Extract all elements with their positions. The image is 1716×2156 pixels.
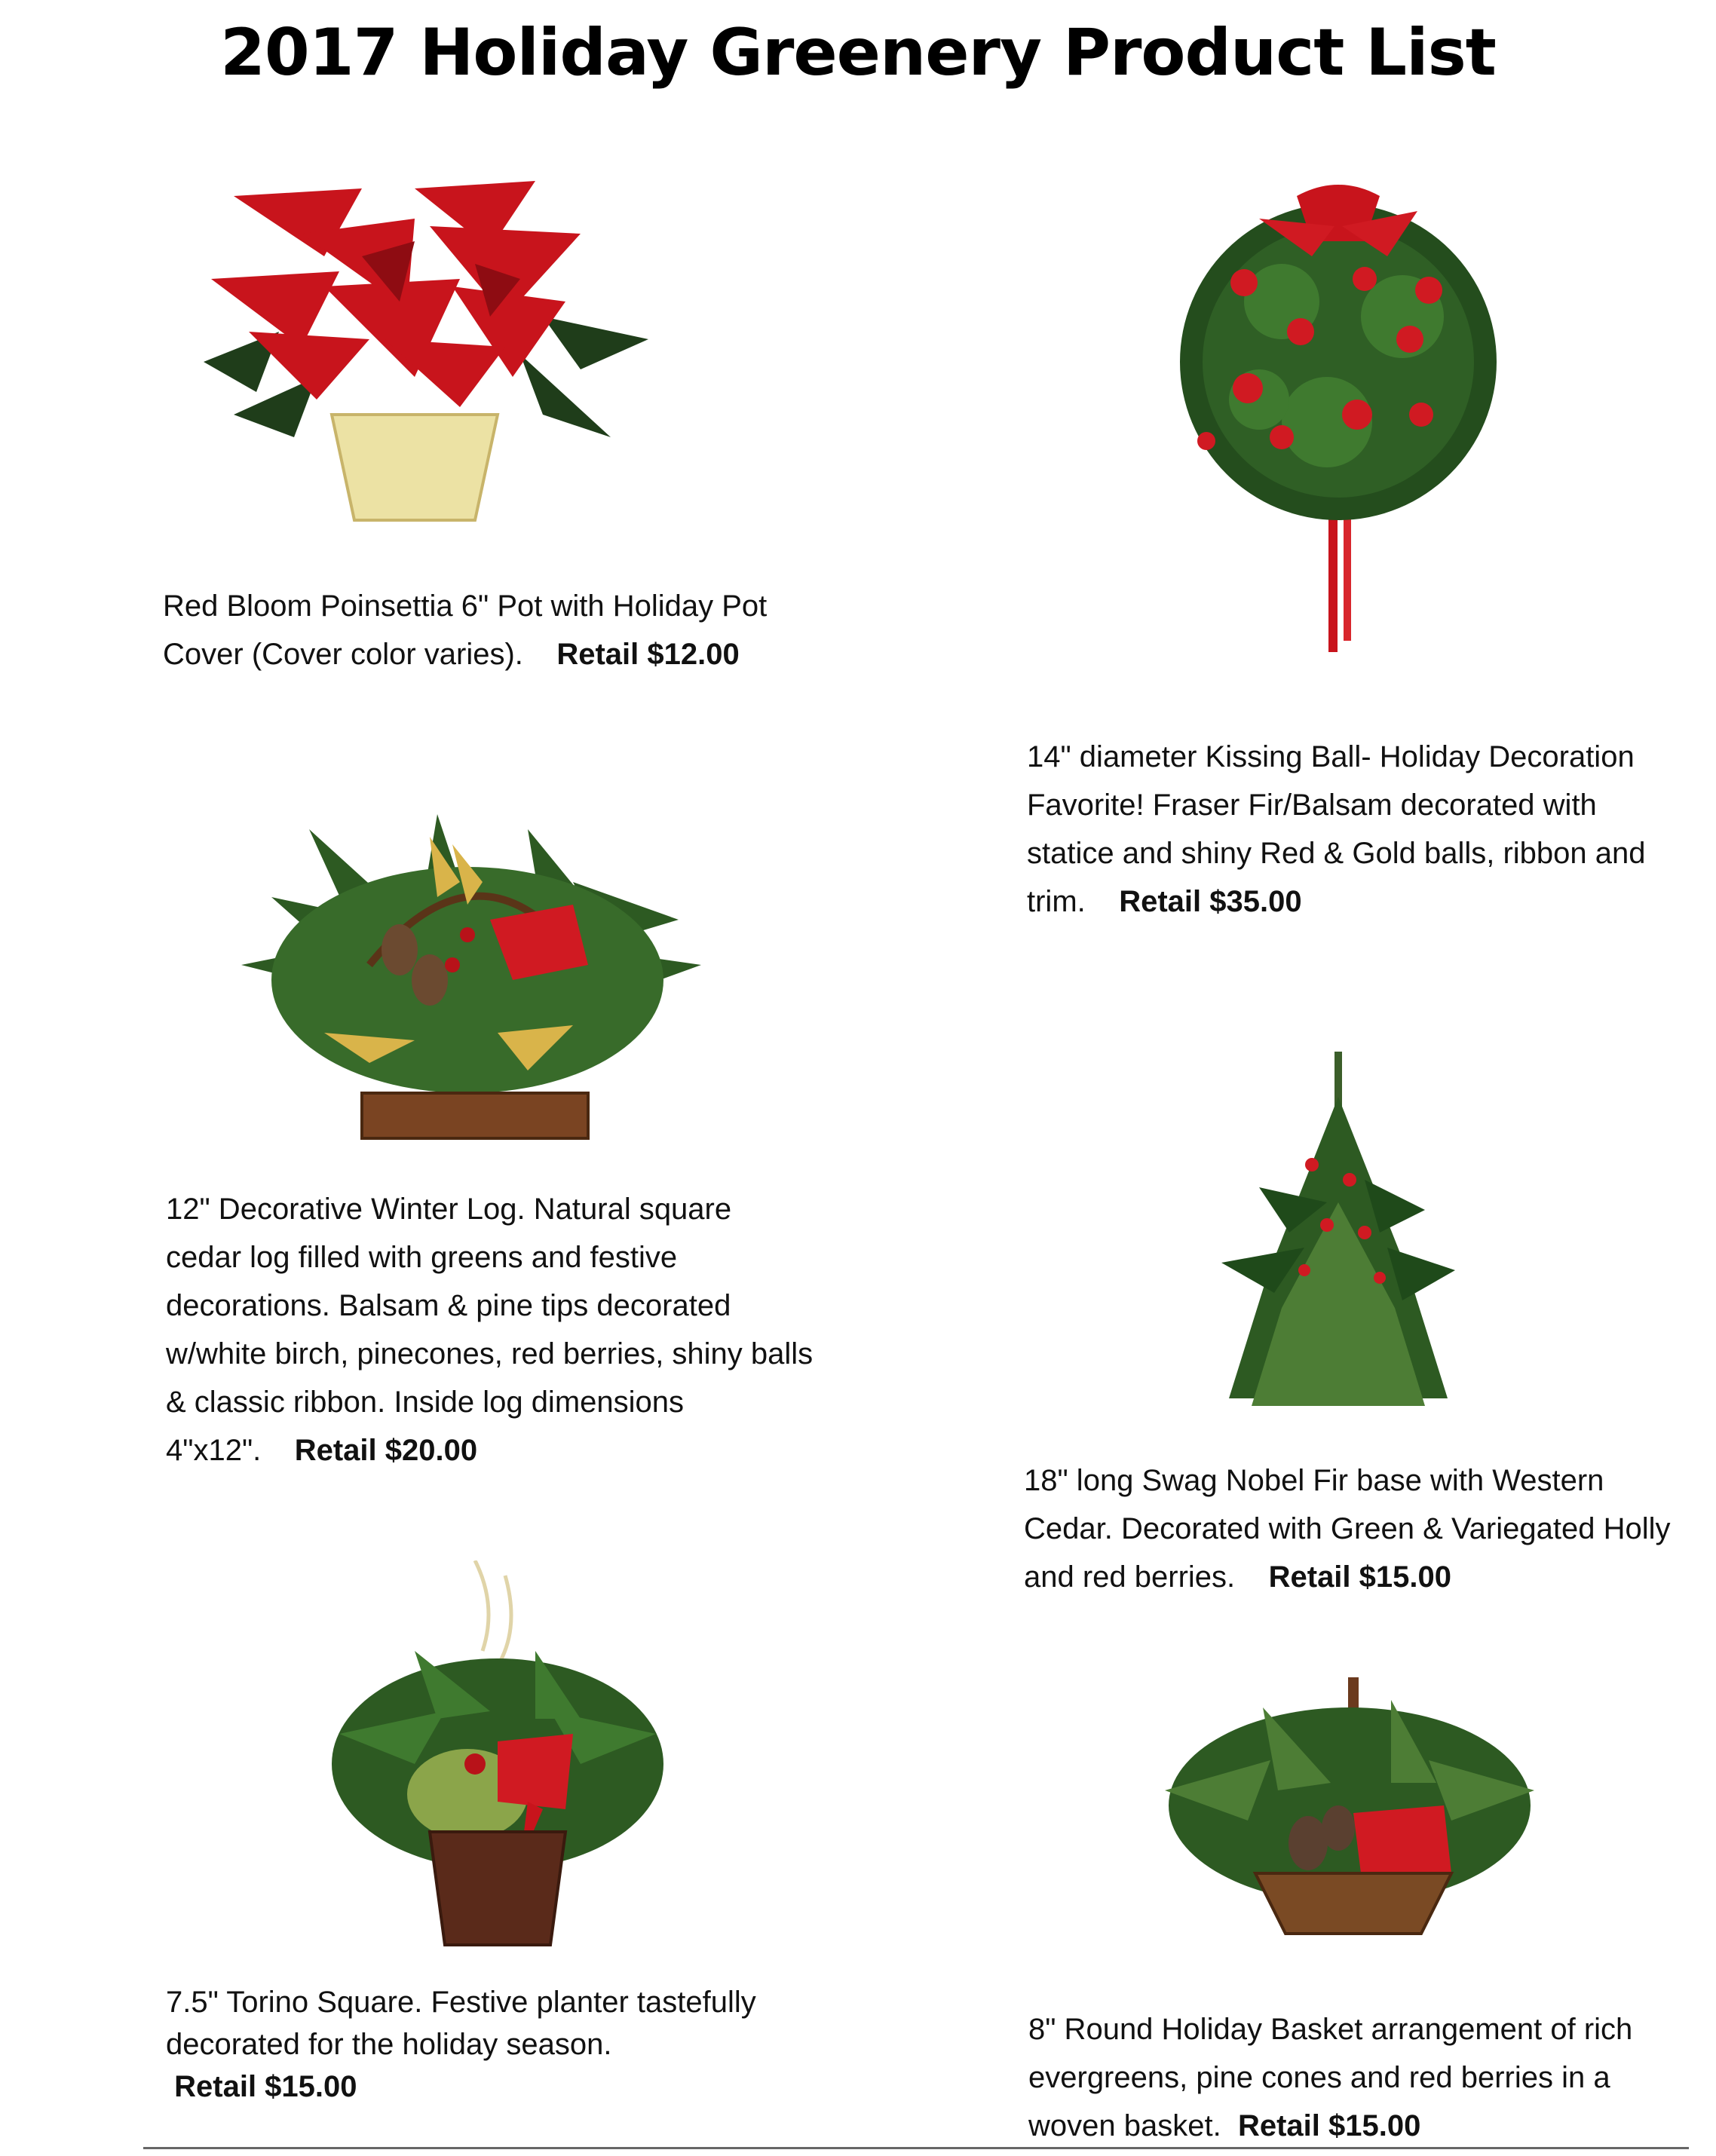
winter-log-image xyxy=(241,814,709,1146)
product-description-swag: 18" long Swag Nobel Fir base with Western Cedar. Decorated with Green & Variegated Holly and red berries. Retail $15.00 xyxy=(1024,1464,1671,1594)
price-label: Retail $12.00 xyxy=(556,638,740,671)
product-description-winter-log: 12" Decorative Winter Log. Natural square cedar log filled with greens and festive decorations. Balsam & pine tips decorated w/white birch, pinecones, red berries, shiny balls & classic ribbon. Inside log dimensions 4"x12". Retail $20.00 xyxy=(166,1193,814,1467)
product-description-basket: 8" Round Holiday Basket arrangement of rich evergreens, pine cones and red berries in a woven basket. Retail $15.00 xyxy=(1028,2013,1633,2142)
kissing-ball-image xyxy=(1176,173,1508,663)
product-description-poinsettia: Red Bloom Poinsettia 6" Pot with Holiday Pot Cover (Cover color varies). Retail $12.00 xyxy=(163,590,768,671)
product-description-torino: 7.5" Torino Square. Festive planter tastefully decorated for the holiday season. Retail $15.00 xyxy=(166,1986,756,2103)
price-label: Retail $20.00 xyxy=(294,1434,478,1467)
holiday-basket-image xyxy=(1165,1677,1534,1949)
footer-divider xyxy=(143,2147,1689,2149)
poinsettia-image xyxy=(188,166,656,528)
swag-image xyxy=(1214,1052,1463,1421)
product-description-kissing-ball: 14" diameter Kissing Ball- Holiday Decoration Favorite! Fraser Fir/Balsam decorated with statice and shiny Red & Gold balls, ribbon and trim. Retail $35.00 xyxy=(1027,740,1646,918)
torino-square-image xyxy=(324,1560,671,1952)
price-label: Retail $15.00 xyxy=(174,2070,357,2103)
price-label: Retail $15.00 xyxy=(1237,2109,1421,2142)
price-label: Retail $35.00 xyxy=(1119,885,1302,918)
page-title: 2017 Holiday Greenery Product List xyxy=(220,15,1496,90)
price-label: Retail $15.00 xyxy=(1268,1560,1451,1594)
